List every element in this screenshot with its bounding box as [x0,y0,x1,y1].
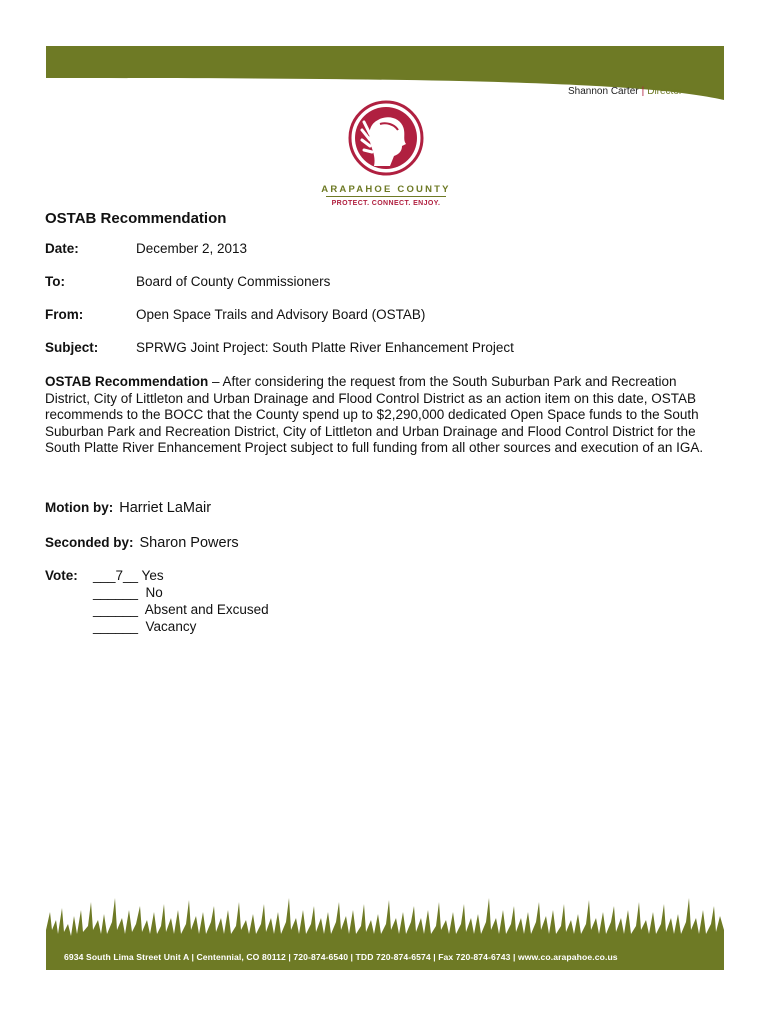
director-name: Shannon Carter [568,86,639,97]
vote-no: ______ No [93,585,163,600]
subject-label: Subject: [45,340,99,355]
to-label: To: [45,274,65,289]
seconded-value: Sharon Powers [139,535,239,551]
logo-rule [326,196,446,197]
from-value: Open Space Trails and Advisory Board (OSTAB) [136,307,426,322]
seconded-label: Seconded by: [45,535,134,550]
vote-yes: ___7__ Yes [93,568,164,583]
grass-decoration-icon [46,890,724,948]
director-line [568,86,682,97]
motion-value: Harriet LaMair [119,500,212,516]
footer [46,890,724,978]
logo-name: ARAPAHOE COUNTY [321,184,451,195]
from-label: From: [45,307,84,322]
seconded-line [45,535,239,551]
subject-value: SPRWG Joint Project: South Platte River Enhancement Project [136,340,514,355]
vote-label: Vote: [45,568,78,583]
date-value: December 2, 2013 [136,241,248,256]
director-separator: | [641,86,645,97]
director-role: Director [647,86,683,97]
motion-label: Motion by: [45,500,114,515]
date-label: Date: [45,241,79,256]
county-seal-icon [318,100,454,182]
document-title: OSTAB Recommendation [45,210,227,227]
vote-absent: ______ Absent and Excused [93,602,269,617]
vote-vacancy: ______ Vacancy [93,619,197,634]
footer-contact: 6934 South Lima Street Unit A | Centennial, CO 80112 | 720-874-6540 | TDD 720-874-6574 | Fax 720-874-6743 | www.co.arapahoe.co.us [64,952,618,962]
recommendation-text: – After considering the request from the South Suburban Park and Recreation District, City of Littleton and Urban Drainage and Flood Control District as an action item on this date, OSTAB recommends to the BOCC that the County spend up to $2,290,000 dedicated Open Space funds to the South Suburban Park and Recreation District, City of Littleton and Urban Drainage and Flood Control District for the South Platte River Enhancement Project subject to full funding from all other sources and execution of an IGA. [45,374,704,455]
county-logo [318,100,454,212]
to-value: Board of County Commissioners [136,274,331,289]
logo-tagline: PROTECT. CONNECT. ENJOY. [331,200,441,207]
recommendation-lead: OSTAB Recommendation [45,374,209,389]
recommendation-paragraph [45,374,725,457]
motion-line [45,500,211,516]
